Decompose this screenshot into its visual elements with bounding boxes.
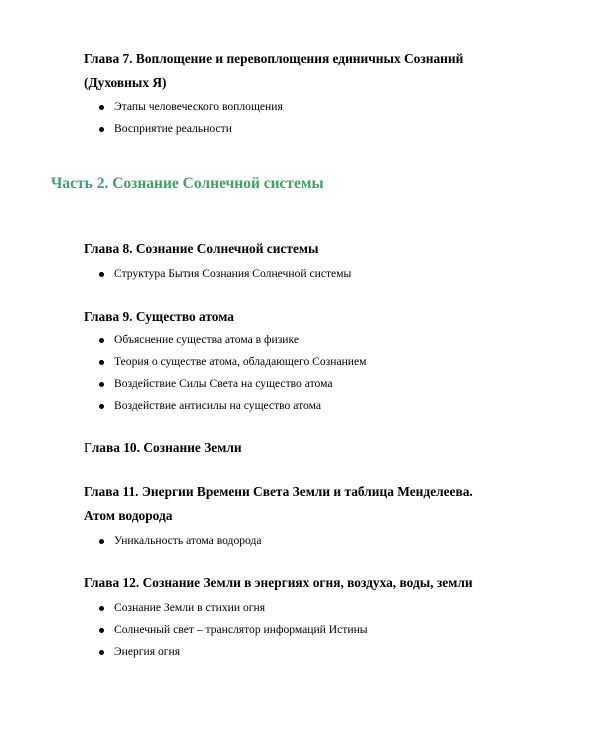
bullet-icon [99, 338, 104, 343]
chapter-12-topic-list [99, 597, 368, 663]
chapter-8-heading: Глава 8. Сознание Солнечной системы [84, 241, 319, 256]
list-item-label: Восприятие реальности [114, 122, 232, 135]
list-item [99, 641, 368, 663]
chapter-12-heading: Глава 12. Сознание Земли в энергиях огня, воздуха, воды, земли [84, 575, 473, 590]
list-item-label: Уникальность атома водорода [114, 534, 262, 547]
part-2-heading: Часть 2. Сознание Солнечной системы [51, 175, 324, 192]
chapter-7-title-line-1: Глава 7. Воплощение и перевоплощения единичных Сознаний [84, 51, 464, 66]
chapter-11-topic-list [99, 530, 262, 552]
bullet-icon [99, 650, 104, 655]
list-item [99, 373, 367, 395]
list-item-label: Объяснение существа атома в физике [114, 333, 299, 346]
list-item-label: Теория о существе атома, обладающего Сознанием [114, 355, 367, 368]
chapter-10-title-initial: Г [84, 440, 92, 455]
chapter-11-title-line-2: Атом водорода [84, 508, 173, 523]
chapter-7-heading [84, 47, 564, 95]
list-item [99, 118, 283, 140]
list-item [99, 530, 262, 552]
chapter-9-heading: Глава 9. Существо атома [84, 309, 234, 324]
bullet-icon [99, 539, 104, 544]
chapter-8-topic-list [99, 263, 351, 285]
list-item [99, 395, 367, 417]
bullet-icon [99, 360, 104, 365]
list-item-label: Солнечный свет – транслятор информаций Истины [114, 623, 368, 636]
chapter-7-title-line-2: (Духовных Я) [84, 75, 167, 90]
bullet-icon [99, 272, 104, 277]
list-item-label: Энергия огня [114, 645, 181, 658]
list-item [99, 597, 368, 619]
list-item-label: Воздействие Силы Света на существо атома [114, 377, 333, 390]
list-item [99, 263, 351, 285]
list-item [99, 96, 283, 118]
list-item [99, 619, 368, 641]
chapter-11-heading [84, 480, 564, 528]
bullet-icon [99, 127, 104, 132]
bullet-icon [99, 404, 104, 409]
list-item-label: Сознание Земли в стихии огня [114, 601, 266, 614]
list-item [99, 351, 367, 373]
list-item-label: Этапы человеческого воплощения [114, 100, 283, 113]
bullet-icon [99, 606, 104, 611]
bullet-icon [99, 628, 104, 633]
chapter-10-heading [84, 436, 564, 460]
bullet-icon [99, 105, 104, 110]
chapter-7-topic-list [99, 96, 283, 140]
chapter-9-topic-list [99, 329, 367, 417]
list-item-label: Структура Бытия Сознания Солнечной системы [114, 267, 352, 280]
chapter-11-title-line-1: Глава 11. Энергии Времени Света Земли и таблица Менделеева. [84, 484, 473, 499]
list-item-label: Воздействие антисилы на существо атома [114, 399, 321, 412]
bullet-icon [99, 382, 104, 387]
chapter-10-title-rest: лава 10. Сознание Земли [91, 440, 242, 455]
list-item [99, 329, 367, 351]
